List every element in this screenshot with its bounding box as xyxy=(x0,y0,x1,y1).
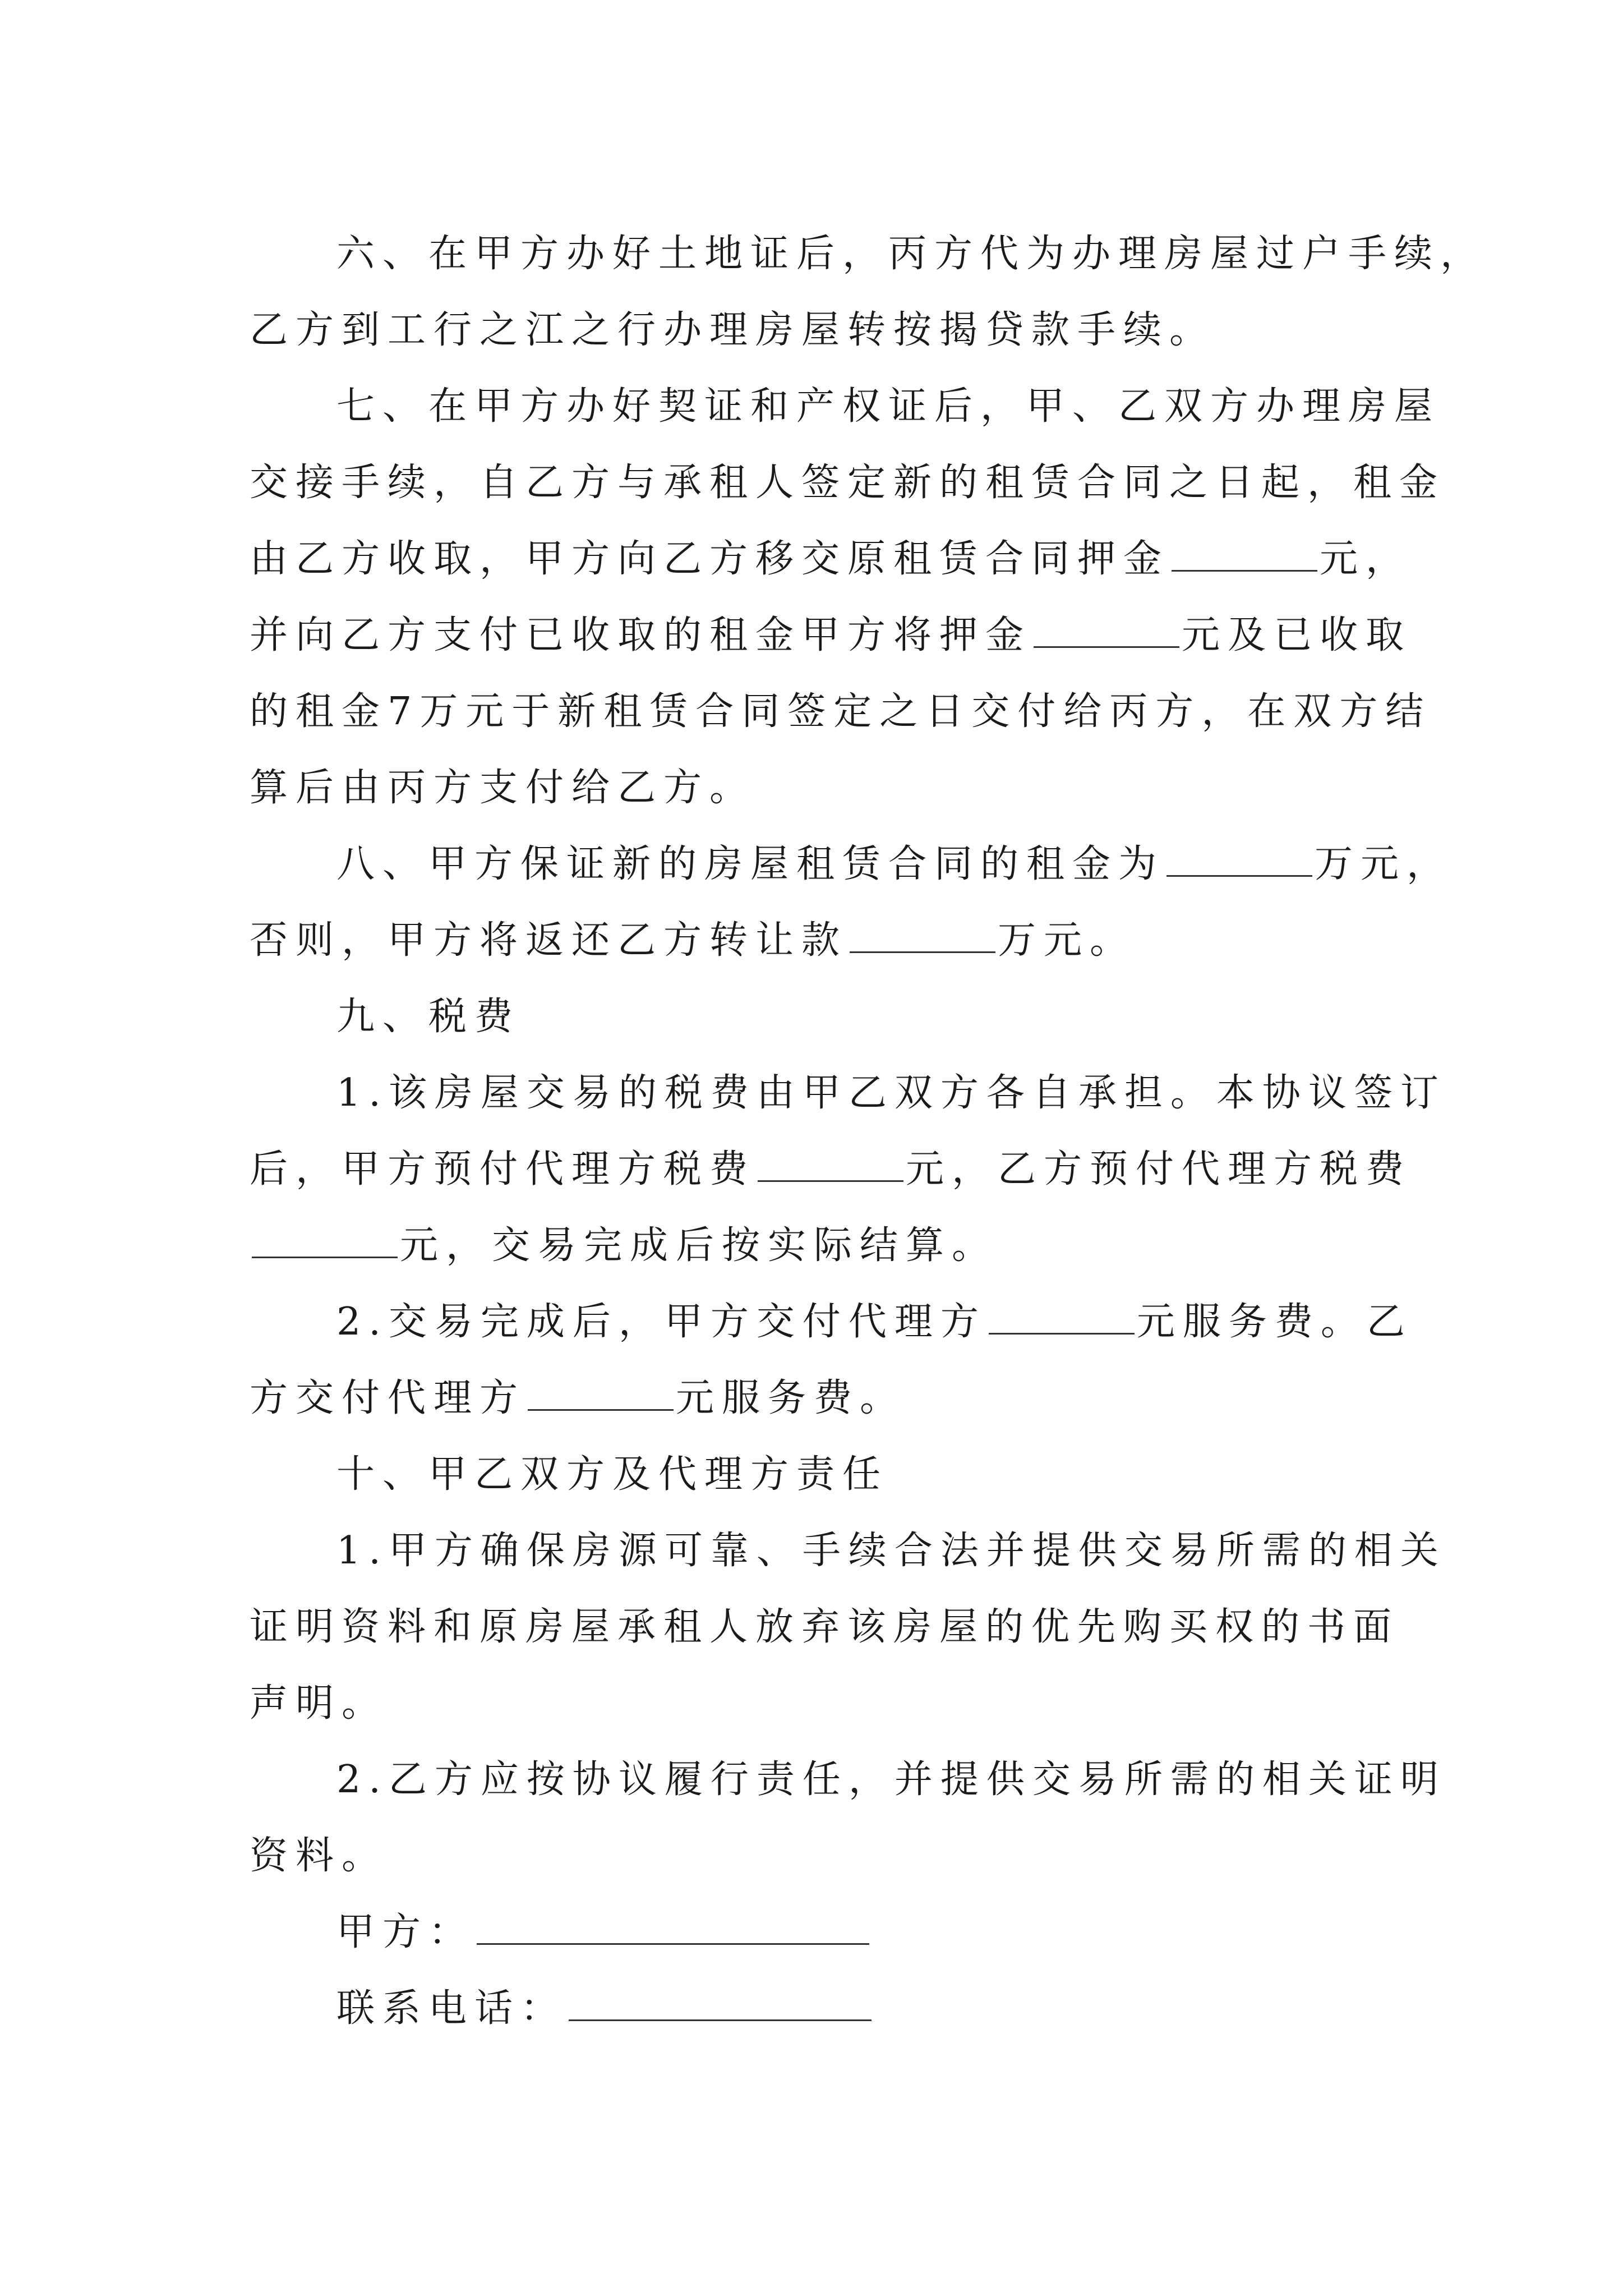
clause-7-line-2: 交接手续，自乙方与承租人签定新的租赁合同之日起，租金 xyxy=(250,461,1446,505)
clause-9-p1-line-1: 1.该房屋交易的税费由甲乙双方各自承担。本协议签订 xyxy=(336,1071,1446,1115)
document-page xyxy=(250,216,1487,2047)
clause-10-p1-line-3: 声明。 xyxy=(250,1681,388,1726)
clause-9-p1-line-2-suffix: 元，乙方预付代理方税费 xyxy=(906,1147,1412,1191)
deposit-blank[interactable] xyxy=(1172,536,1317,572)
clause-6-line-1: 六、在甲方办好土地证后，丙方代为办理房屋过户手续， xyxy=(336,232,1487,276)
clause-8-line-1-text: 八、甲方保证新的房屋租赁合同的租金为 xyxy=(336,842,1165,886)
clause-8-line-2 xyxy=(250,903,1394,979)
party-a-tax-blank[interactable] xyxy=(758,1146,903,1182)
clause-9-p1-line-2-text: 后，甲方预付代理方税费 xyxy=(250,1147,756,1191)
clause-7-line-3-suffix: 元， xyxy=(1320,537,1412,581)
clause-10-p1-line-1: 1.甲方确保房源可靠、手续合法并提供交易所需的相关 xyxy=(336,1529,1446,1573)
clause-10-p2-line-2: 资料。 xyxy=(250,1834,388,1878)
refund-amount-blank[interactable] xyxy=(850,917,995,953)
clause-9-p1-line-3-text: 元，交易完成后按实际结算。 xyxy=(400,1223,998,1268)
clause-8-line-1 xyxy=(250,826,1453,903)
phone-label: 联系电话： xyxy=(336,1986,567,2031)
clause-8-line-1-suffix: 万元， xyxy=(1315,842,1453,886)
party-a-service-fee-blank[interactable] xyxy=(989,1299,1135,1335)
clause-9-p2-line-2-suffix: 元服务费。 xyxy=(676,1376,906,1420)
clause-7-line-4-suffix: 元及已收取 xyxy=(1182,613,1412,657)
party-a-signature-line xyxy=(250,1894,1394,1971)
clause-9-p1-line-2 xyxy=(250,1131,1412,1208)
clause-7-line-6: 算后由丙方支付给乙方。 xyxy=(250,766,756,810)
party-a-signature-field[interactable] xyxy=(477,1909,869,1945)
clause-9-p2-line-1-text: 2.交易完成后，甲方交付代理方 xyxy=(336,1300,986,1344)
clause-9-p2-line-2 xyxy=(250,1360,1394,1437)
clause-7-line-5: 的租金7万元于新租赁合同签定之日交付给丙方，在双方结 xyxy=(250,689,1432,734)
clause-9-p2-line-1 xyxy=(250,1284,1413,1360)
clause-10-p1-line-2: 证明资料和原房屋承租人放弃该房屋的优先购买权的书面 xyxy=(250,1605,1400,1649)
clause-9-p2-line-2-text: 方交付代理方 xyxy=(250,1376,526,1420)
party-b-tax-blank[interactable] xyxy=(252,1222,398,1258)
clause-10-title: 十、甲乙双方及代理方责任 xyxy=(336,1452,889,1497)
clause-9-p1-line-3 xyxy=(250,1208,1394,1284)
clause-8-line-2-suffix: 万元。 xyxy=(998,918,1136,963)
clause-9-title: 九、税费 xyxy=(336,995,521,1039)
clause-7-line-3 xyxy=(250,521,1412,597)
clause-7-line-4-text: 并向乙方支付已收取的租金甲方将押金 xyxy=(250,613,1032,657)
clause-10-p2-line-1: 2.乙方应按协议履行责任，并提供交易所需的相关证明 xyxy=(336,1757,1446,1802)
party-a-label: 甲方： xyxy=(336,1910,475,1954)
clause-7-line-3-text: 由乙方收取，甲方向乙方移交原租赁合同押金 xyxy=(250,537,1170,581)
clause-7-line-4 xyxy=(250,597,1412,674)
party-b-service-fee-blank[interactable] xyxy=(528,1375,674,1411)
phone-line xyxy=(250,1971,1394,2047)
clause-7-line-1: 七、在甲方办好契证和产权证后，甲、乙双方办理房屋 xyxy=(336,384,1441,429)
clause-9-p2-line-1-suffix: 元服务费。乙 xyxy=(1136,1300,1413,1344)
clause-8-line-2-text: 否则，甲方将返还乙方转让款 xyxy=(250,918,848,963)
deposit-transfer-blank[interactable] xyxy=(1034,612,1179,648)
rent-amount-blank[interactable] xyxy=(1166,841,1312,877)
clause-6-line-2: 乙方到工行之江之行办理房屋转按揭贷款手续。 xyxy=(250,308,1216,352)
phone-field[interactable] xyxy=(569,1985,872,2021)
